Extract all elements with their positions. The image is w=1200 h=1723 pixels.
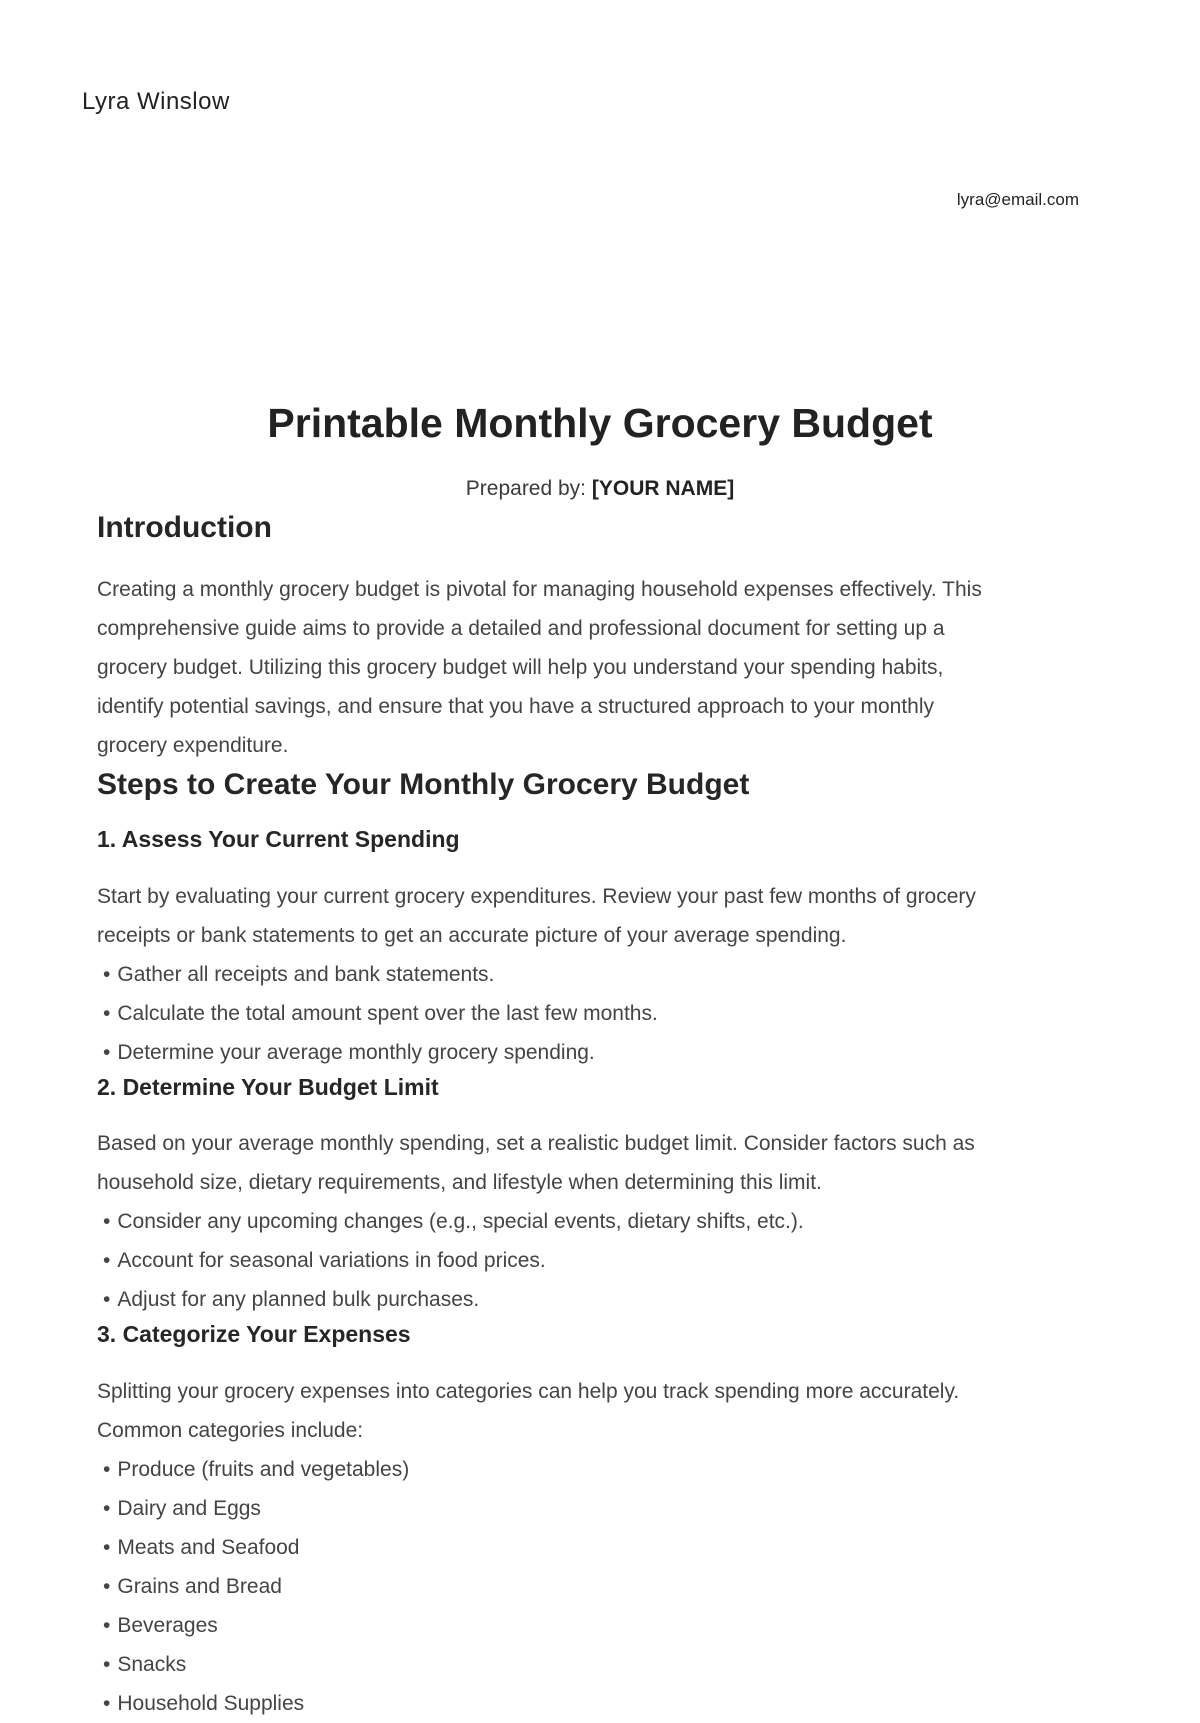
step-3-paragraph [97,1372,1117,1450]
prepared-by-value: [YOUR NAME] [591,477,735,500]
step-1-paragraph [97,877,1117,955]
text-line: household size, dietary requirements, and lifestyle when determining this limit. [97,1171,822,1194]
text-line: comprehensive guide aims to provide a detailed and professional document for setting up a [97,617,945,640]
text-line: Based on your average monthly spending, set a realistic budget limit. Consider factors such as [97,1132,975,1155]
list-item: • Calculate the total amount spent over the last few months. [103,994,658,1033]
step-3-bullets [103,1450,409,1723]
text-line: Splitting your grocery expenses into categories can help you track spending more accurately. [97,1380,960,1403]
prepared-by-label: Prepared by: [465,477,587,500]
list-item: • Produce (fruits and vegetables) [103,1450,409,1489]
text-line: grocery budget. Utilizing this grocery budget will help you understand your spending habits, [97,656,944,679]
step-3-heading: 3. Categorize Your Expenses [97,1321,411,1347]
list-item: • Grains and Bread [103,1567,409,1606]
list-item: • Household Supplies [103,1684,409,1723]
text-line: grocery expenditure. [97,734,289,757]
text-line: receipts or bank statements to get an accurate picture of your average spending. [97,924,847,947]
text-line: Common categories include: [97,1419,364,1442]
step-2-bullets [103,1202,804,1319]
text-line: identify potential savings, and ensure that you have a structured approach to your monthly [97,695,935,718]
steps-heading: Steps to Create Your Monthly Grocery Budget [97,768,750,801]
list-item: • Beverages [103,1606,409,1645]
prepared-by [0,475,1200,503]
text-line: Creating a monthly grocery budget is pivotal for managing household expenses effectively. This [97,578,982,601]
list-item: • Snacks [103,1645,409,1684]
list-item: • Gather all receipts and bank statements. [103,955,658,994]
document-title: Printable Monthly Grocery Budget [267,400,933,446]
list-item: • Adjust for any planned bulk purchases. [103,1280,804,1319]
introduction-heading: Introduction [97,511,272,544]
list-item: • Dairy and Eggs [103,1489,409,1528]
step-2-heading: 2. Determine Your Budget Limit [97,1074,439,1100]
step-2-paragraph [97,1124,1117,1202]
step-1-bullets [103,955,658,1072]
list-item: • Determine your average monthly grocery spending. [103,1033,658,1072]
step-1-heading: 1. Assess Your Current Spending [97,826,460,852]
author-name: Lyra Winslow [82,88,230,115]
list-item: • Account for seasonal variations in food prices. [103,1241,804,1280]
author-email: lyra@email.com [956,190,1079,209]
text-line: Start by evaluating your current grocery expenditures. Review your past few months of grocery [97,885,976,908]
introduction-paragraph [97,570,1117,765]
list-item: • Meats and Seafood [103,1528,409,1567]
list-item: • Consider any upcoming changes (e.g., special events, dietary shifts, etc.). [103,1202,804,1241]
